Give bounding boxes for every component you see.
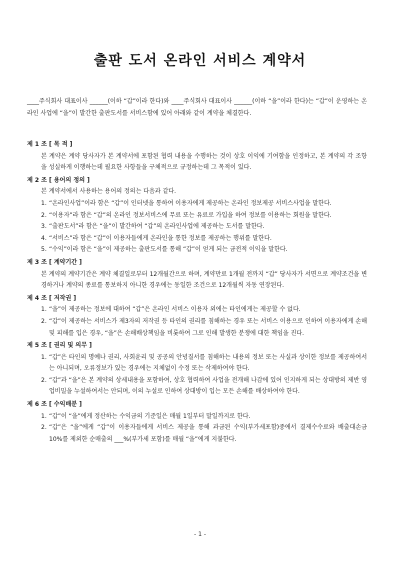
article-heading: 제 2 조 [ 용어의 정의 ] <box>27 176 90 184</box>
article-heading: 제 5 조 [ 권리 및 의무 ] <box>27 342 92 350</box>
article-1 <box>27 139 367 174</box>
list-item-text: “온라인사업”이라 함은 “갑”이 인터넷을 통하여 이용자에게 제공하는 온라인 정보제공 서비스사업을 말한다. <box>49 199 332 207</box>
list-item-number: 1. <box>41 306 47 314</box>
article-paragraph: 본 계약서에서 사용하는 용어의 정의는 다음과 같다. <box>41 188 177 196</box>
list-item-number: 2. <box>41 317 47 325</box>
list-item-number: 4. <box>41 234 47 242</box>
list-item <box>27 198 367 210</box>
list-item-number: 2. <box>41 424 47 432</box>
list-item <box>27 244 367 256</box>
list-item-number: 3. <box>41 223 47 231</box>
article-paragraph: 본 계약은 계약 당사자가 본 계약서에 포함된 협력 내용을 수행하는 것이 상호 이익에 기여함을 인정하고, 본 계약의 각 조항을 성실하게 이행하는데 필요한 사항들을 구체적으로 규정하는데 그 목적이 있다. <box>41 152 367 172</box>
list-item <box>27 221 367 233</box>
article-heading: 제 6 조 [ 수익배분 ] <box>27 401 82 409</box>
list-item-text: “이용자”라 함은 “갑”의 온라인 정보서비스에 무료 또는 유료로 가입을 하여 정보를 이용하는 회원을 말한다. <box>49 211 332 219</box>
article-heading: 제 4 조 [ 저작권 ] <box>27 294 77 302</box>
list-item-text: “갑”과 “을”은 본 계약의 상세내용을 포함하여, 상호 협력하여 사업을 전개해 나감에 있어 인지하게 되는 상대방의 제반 영업비밀을 누설하여서는 안되며, 이의 누설로 인하여 상대방이 입는 모든 손해를 배상하여야 한다. <box>49 376 367 396</box>
article-5 <box>27 340 367 398</box>
list-item <box>27 422 367 445</box>
article-4 <box>27 293 367 339</box>
list-item-number: 5. <box>41 246 47 254</box>
list-item <box>27 316 367 339</box>
page-title: 출판 도서 온라인 서비스 계약서 <box>93 53 307 69</box>
list-item-text: “갑”은 타인의 명예나 권리, 사회윤리 및 공공의 안녕질서를 침해하는 내용의 정보 또는 사실과 상이한 정보를 제공하여서는 아니되며, 오류정보가 있는 경우에는 지체없이 수정 또는 삭제하여야 한다. <box>49 353 367 373</box>
list-item <box>27 304 367 316</box>
list-item <box>27 352 367 375</box>
intro-paragraph: ____주식회사 대표이사 ______(이하 “갑”이라 한다)와 ____주식회사 대표이사 ______(이하 “을”이라 한다)는 “갑”이 운영하는 온라인 사업에 “을”이 발간한 출판도서를 서비스함에 있어 아래와 같이 계약을 체결한다. <box>27 98 367 117</box>
list-item-text: “갑”은 “을”에게 “갑”이 이용자들에게 서비스 제공을 통해 과금된 수익(부가세포함)중에서 결제수수료와 배출대손금 10%를 제외한 순매출의 ___%(부가세 포함)를 매월 “을”에게 지불한다. <box>49 424 367 443</box>
article-3 <box>27 257 367 292</box>
list-item-number: 2. <box>41 376 47 384</box>
list-item <box>27 411 367 423</box>
list-item-text: “서비스”라 함은 “갑”이 이용자들에게 온라인을 통한 정보를 제공하는 행위를 말한다. <box>49 234 272 242</box>
list-item-number: 1. <box>41 412 47 420</box>
list-item-text: “출판도서”라 함은 “을”이 발간하여 “갑”의 온라인사업에 제공하는 도서를 말한다. <box>49 223 265 231</box>
article-heading: 제 1 조 [ 목 적 ] <box>27 141 73 148</box>
article-heading: 제 3 조 [ 계약기간 ] <box>27 258 82 266</box>
article-2 <box>27 175 367 256</box>
page-number: - 1 - <box>194 531 206 538</box>
article-6 <box>27 399 367 445</box>
article-paragraph: 본 계약의 계약기간은 계약 체결일로부터 12개월간으로 하며, 계약만료 1개월 전까지 “갑” 당사자가 서면으로 계약조건을 변경하거나 계약의 종료를 통보하지 아니한 경우에는 동일한 조건으로 12개월씩 자동 연장된다. <box>41 270 367 290</box>
list-item-text: “을”이 제공하는 정보에 대하여 “갑”은 온라인 서비스 이용자 외에는 타인에게는 제공할 수 없다. <box>49 306 301 314</box>
list-item <box>27 375 367 398</box>
list-item <box>27 233 367 245</box>
list-item-number: 1. <box>41 199 47 207</box>
list-item-text: “갑”이 “을”에게 정산하는 수익금의 기준일은 매월 1일부터 말일까지로 한다. <box>49 412 251 420</box>
list-item <box>27 210 367 222</box>
list-item-text: “갑”이 제공하는 서비스가 제3자의 저작권 등 타인의 권리를 침해하는 경우 또는 서비스 이용으로 인하여 이용자에게 손해 및 피해를 입은 경우, “을”은 손해배상책임을 비롯하여 그로 인해 발생한 분쟁에 대한 책임을 진다. <box>49 317 367 337</box>
list-item-number: 1. <box>41 353 47 361</box>
list-item-number: 2. <box>41 211 47 219</box>
list-item-text: “수익”이라 함은 “을”이 제공하는 출판도서를 통해 “갑”이 얻게 되는 금전적 이익을 말한다. <box>49 246 288 254</box>
contract-body <box>27 138 367 445</box>
